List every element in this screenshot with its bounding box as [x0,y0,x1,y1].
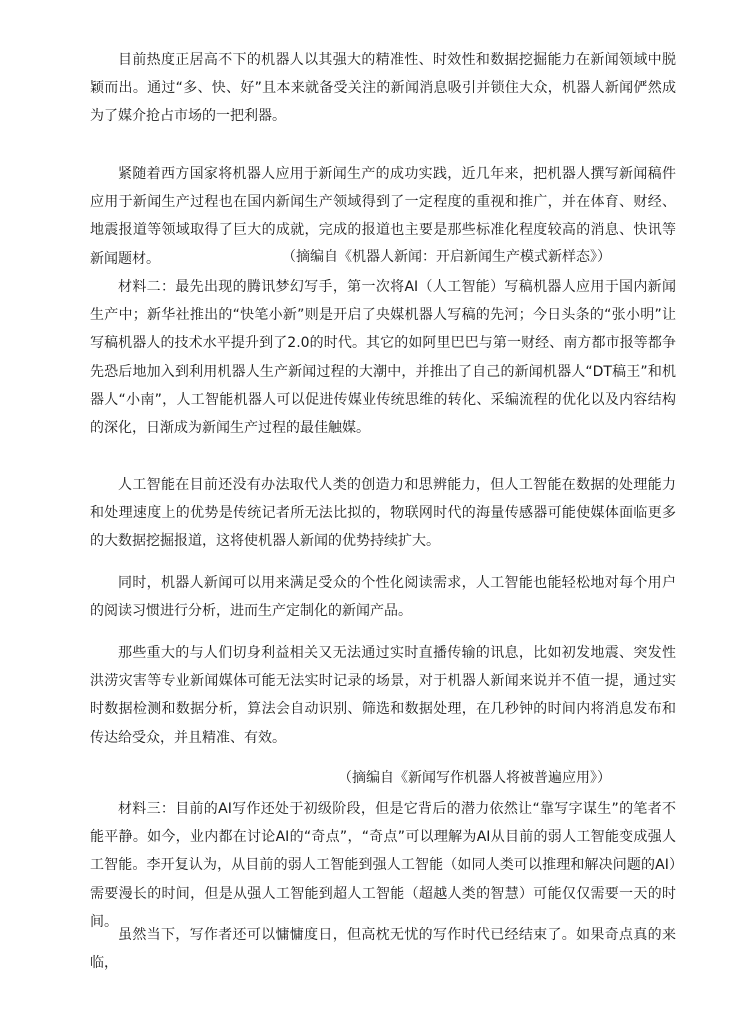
source-citation-1: （摘编自《机器人新闻：开启新闻生产模式新样态》） [282,249,611,265]
paragraph-2: 紧随着西方国家将机器人应用于新闻生产的成功实践，近几年来，把机器人撰写新闻稿件应用于新闻生产过程也在国内新闻生产领域得到了一定程度的重视和推广，并在体育、财经、地震报道等领域取得了巨大的成就，完成的报道也主要是那些标准化程度较高的消息、快讯等新闻题材。 [90,166,676,267]
paragraph-8: 虽然当下，写作者还可以慵慵度日，但高枕无忧的写作时代已经结束了。如果奇点真的来临， [90,927,676,972]
paragraph-6: 那些重大的与人们切身利益相关又无法通过实时直播传输的讯息，比如初发地震、突发性洪涝灾害等专业新闻媒体可能无法实时记录的场景，对于机器人新闻来说并不值一提，通过实时数据检测和数据分析，算法会自动识别、筛选和数据处理，在几秒钟的时间内将消息发布和传达给受众，并且精准、有效。 [90,645,676,746]
paragraph-1: 目前热度正居高不下的机器人以其强大的精准性、时效性和数据挖掘能力在新闻领域中脱颖而出。通过“多、快、好”且本来就备受关注的新闻消息吸引并锁住大众，机器人新闻俨然成为了媒介抢占市场的一把利器。 [90,52,676,125]
paragraph-material-2: 材料二：最先出现的腾讯梦幻写手，第一次将AI（人工智能）写稿机器人应用于国内新闻生产中；新华社推出的“快笔小新”则是开启了央媒机器人写稿的先河；今日头条的“张小明”让写稿机器人的技术水平提升到了2.0的时代。其它的如阿里巴巴与第一财经、南方都市报等都争先恐后地加入到利用机器人生产新闻过程的大潮中，并推出了自己的新闻机器人“DT稿王”和机器人“小南”，人工智能机器人可以促进传媒业传统思维的转化、采编流程的优化以及内容结构的深化，日渐成为新闻生产过程的最佳触媒。 [90,279,676,437]
paragraph-material-3: 材料三：目前的AI写作还处于初级阶段，但是它背后的潜力依然让“靠写字谋生”的笔者不能平静。如今，业内都在讨论AI的“奇点”，“奇点”可以理解为AI从目前的弱人工智能变成强人工智能。李开复认为，从目前的弱人工智能到强人工智能（如同人类可以推理和解决问题的AI）需要漫长的时间，但是从强人工智能到超人工智能（超越人类的智慧）可能仅仅需要一天的时间。 [90,801,676,930]
paragraph-4: 人工智能在目前还没有办法取代人类的创造力和思辨能力，但人工智能在数据的处理能力和处理速度上的优势是传统记者所无法比拟的，物联网时代的海量传感器可能使媒体面临更多的大数据挖掘报道，这将使机器人新闻的优势持续扩大。 [90,477,676,550]
source-citation-2: （摘编自《新闻写作机器人将被普遍应用》） [338,770,611,786]
paragraph-5: 同时，机器人新闻可以用来满足受众的个性化阅读需求，人工智能也能轻松地对每个用户的阅读习惯进行分析，进而生产定制化的新闻产品。 [90,575,676,620]
